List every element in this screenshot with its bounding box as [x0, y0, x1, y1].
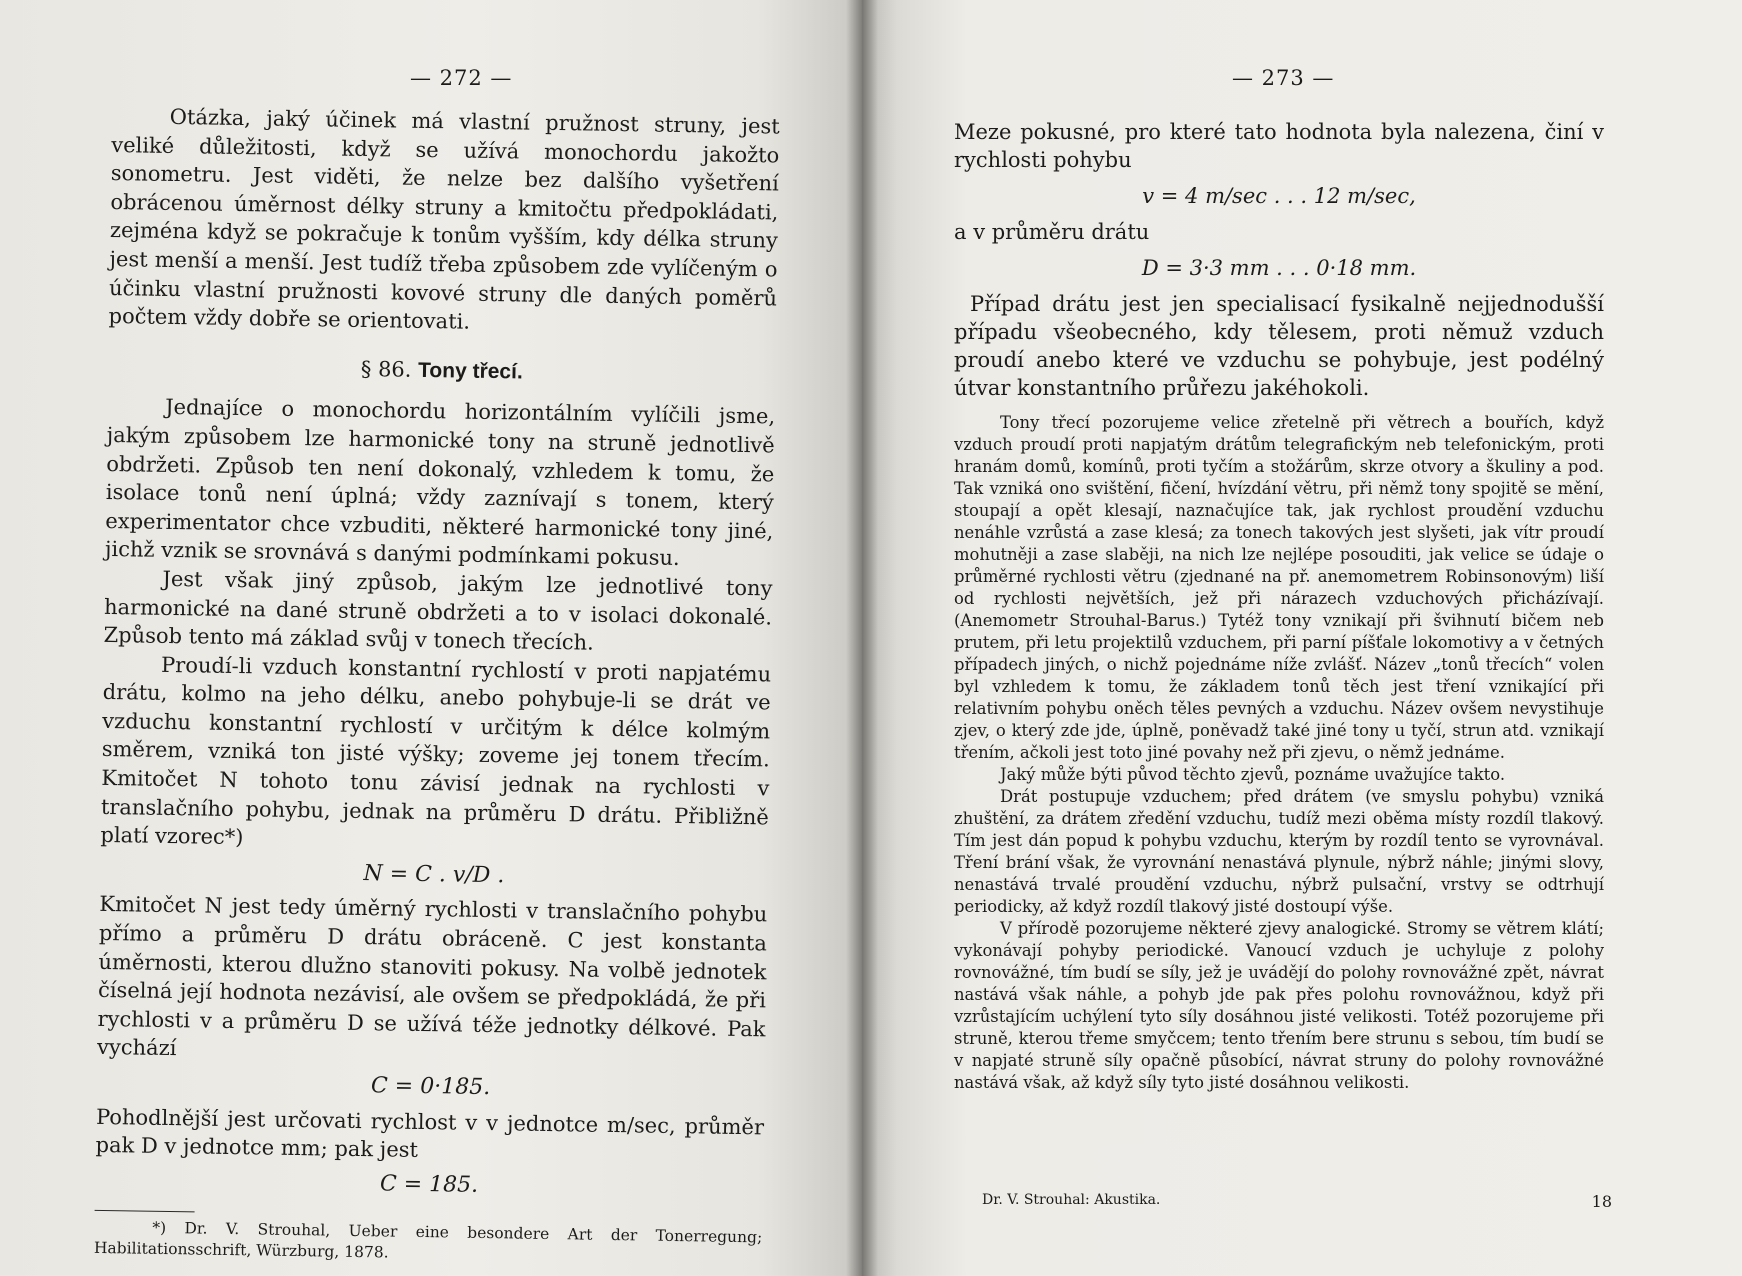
right-page-body [954, 118, 1604, 1094]
left-paragraph-3: Jest však jiný způsob, jakým lze jednotlivé tony harmonické na dané struně obdržeti a to v isolaci dokonalé. Způsob tento má základ svůj v tonech třecích. [103, 566, 773, 655]
book-gutter [846, 0, 878, 1276]
small-paragraph-3: Drát postupuje vzduchem; před drátem (ve smyslu pohybu) vzniká zhuštění, za drátem zředění vzduchu, tudíž mezi oběma místy rozdíl tlakový. Tím jest dán popud k pohybu vzduchu, kterým by rozdíl tento se vyrovnával. Tření brání však, že vyrovnání nenastává plynule, nýbrž náhle; jinými slovy, nenastává trvalé proudění vzduchu, nýbrž pulsační, vrstvy se odtrhují periodicky, až když rozdíl tlakový jisté dostoupí výše. [954, 787, 1604, 916]
small-print-block [954, 412, 1604, 1094]
formula-velocity-range: v = 4 m/sec . . . 12 m/sec, [1142, 184, 1416, 208]
small-paragraph-1: Tony třecí pozorujeme velice zřetelně při větrech a bouřích, když vzduch proudí proti napjatým drátům telegrafickým neb telefonickým, proti hranám domů, komínů, proti tyčím a stožárům, skrze otvory a škuliny a pod. Tak vzniká ono svištění, fičení, hvízdání větru, při němž tony spojitě se mění, stoupají a opět klesají, naznačujíce tak, jak rychlost proudění vzduchu nenáhle vzrůstá a zase klesá; za tonech takových jest slyšeti, jak vítr proudí mohutněji a zase slaběji, na nich lze nejlépe posouditi, jak velice se údaje o průměrné rychlosti větru (zjednané na př. anemometrem Robinsonovým) liší od rychlosti největších, jež při nárazech vzduchových přicházívají. (Anemometr Strouhal-Barus.) Tytéž tony vznikají při švihnutí bičem neb prutem, při letu projektilů vzduchem, při parní píšťale lokomotivy a v četných případech jiných, o nichž pojednáme níže zvlášť. Název „tonů třecích“ volen byl vzhledem k tomu, že základem tonů těch jest tření vznikající při relativním pohybu oněch těles pevných a vzduchu. Název ovšem nevystihuje zjev, o který zde jde, úplně, poněvadž také jiné tony u tyčí, strun atd. vznikají třením, ačkoli jest toto jiné povahy než při zjevu, o němž jednáme. [954, 413, 1604, 762]
right-paragraph-2: a v průměru drátu [954, 220, 1150, 244]
section-heading [108, 351, 776, 391]
left-paragraph-2: Jednajíce o monochordu horizontálním vylíčili jsme, jakým způsobem lze harmonické tony na struně jednotlivě obdržeti. Způsob ten není dokonalý, vzhledem k tomu, že isolace tonů není úplná; vždy zaznívají s tonem, který experimentator chce vzbuditi, některé harmonické tony jiné, jichž vznik se srovnává s danými podmínkami pokusu. [104, 395, 776, 571]
left-paragraph-1: Otázka, jaký účinek má vlastní pružnost struny, jest veliké důležitosti, když se užívá monochordu jakožto sonometru. Jest viděti, že nelze bez dalšího vyšetření obrácenou úměrnost délky struny a kmitočtu předpokládati, zejména když se pokračuje k tonům vyšším, kdy délka struny jest menší a menší. Jest tudíž třeba způsobem zde vylíčeným o účinku vlastní pružnosti kovové struny dle daných poměrů počtem vždy dobře se orientovati. [108, 104, 780, 334]
formula-diameter-range: D = 3·3 mm . . . 0·18 mm. [1141, 256, 1417, 280]
right-page [862, 0, 1742, 1276]
footnote: *) Dr. V. Strouhal, Ueber eine besondere Art der Tonerregung; Habilitationsschrift, Würzburg, 1878. [93, 1219, 763, 1262]
formula-constant-1: C = 0·185. [370, 1073, 491, 1101]
footnote-rule [95, 1210, 195, 1213]
formula-frequency: N = C . v/D . [363, 860, 505, 889]
small-paragraph-2: Jaký může býti původ těchto zjevů, poznáme uvažujíce takto. [1000, 765, 1506, 784]
left-page-body [94, 102, 780, 1270]
right-page-number: — 273 — [1232, 66, 1335, 90]
left-paragraph-6: Pohodlnější jest určovati rychlost v v jednotce m/sec, průměr pak D v jednotce mm; pak jest [95, 1104, 765, 1163]
left-paragraph-4: Proudí-li vzduch konstantní rychlostí v proti napjatému drátu, kolmo na jeho délku, anebo pohybuje-li se drát ve vzduchu konstantní rychlostí v určitým k délce kolmým směrem, vzniká ton jisté výšky; zoveme jej tonem třecím. Kmitočet N tohoto tonu závisí jednak na rychlosti v translačního pohybu, jednak na průměru D drátu. Přibližně platí vzorec*) [100, 652, 772, 850]
footer-author-title: Dr. V. Strouhal: Akustika. [982, 1192, 1161, 1208]
left-page-number: — 272 — [410, 66, 513, 90]
left-paragraph-5: Kmitočet N jest tedy úměrný rychlosti v translačního pohybu přímo a průměru D drátu obráceně. C jest konstanta úměrnosti, kterou dlužno stanoviti pokusy. Na volbě jednotek číselná její hodnota nezávisí, ale ovšem se předpokládá, že při rychlosti v a průměru D se užívá téže jednotky délkové. Pak vychází [96, 892, 768, 1061]
section-number: § 86. [360, 356, 412, 382]
section-title: Tony třecí. [417, 358, 523, 384]
running-footer [982, 1192, 1612, 1211]
formula-constant-2: C = 185. [379, 1171, 479, 1198]
left-page [0, 0, 862, 1276]
small-paragraph-4: V přírodě pozorujeme některé zjevy analogické. Stromy se větrem klátí; vykonávají pohyby periodické. Vanoucí vzduch je uchyluje z polohy rovnovážné, tím budí se síly, jež je uvádějí do polohy rovnovážné zpět, návrat nastává však náhle, a pohyb jde pak přes polohu rovnovážnou, když při vzrůstajícím uchýlení tyto síly dosáhnou jisté velikosti. Totéž pozorujeme při struně, kterou třeme smyčcem; tento třením bere strunu s sebou, tím budí se v napjaté struně síly opačně působící, návrat struny do polohy rovnovážné nastává však, až když síly tyto jisté dosáhnou velikosti. [954, 919, 1604, 1092]
signature-mark: 18 [1591, 1192, 1612, 1211]
right-paragraph-1: Meze pokusné, pro které tato hodnota byla nalezena, činí v rychlosti pohybu [954, 120, 1604, 172]
right-paragraph-3: Případ drátu jest jen specialisací fysikalně nejjednodušší případu všeobecného, kdy tělesem, proti němuž vzduch proudí anebo které ve vzduchu se pohybuje, jest podélný útvar konstantního průřezu jakéhokoli. [954, 292, 1604, 400]
